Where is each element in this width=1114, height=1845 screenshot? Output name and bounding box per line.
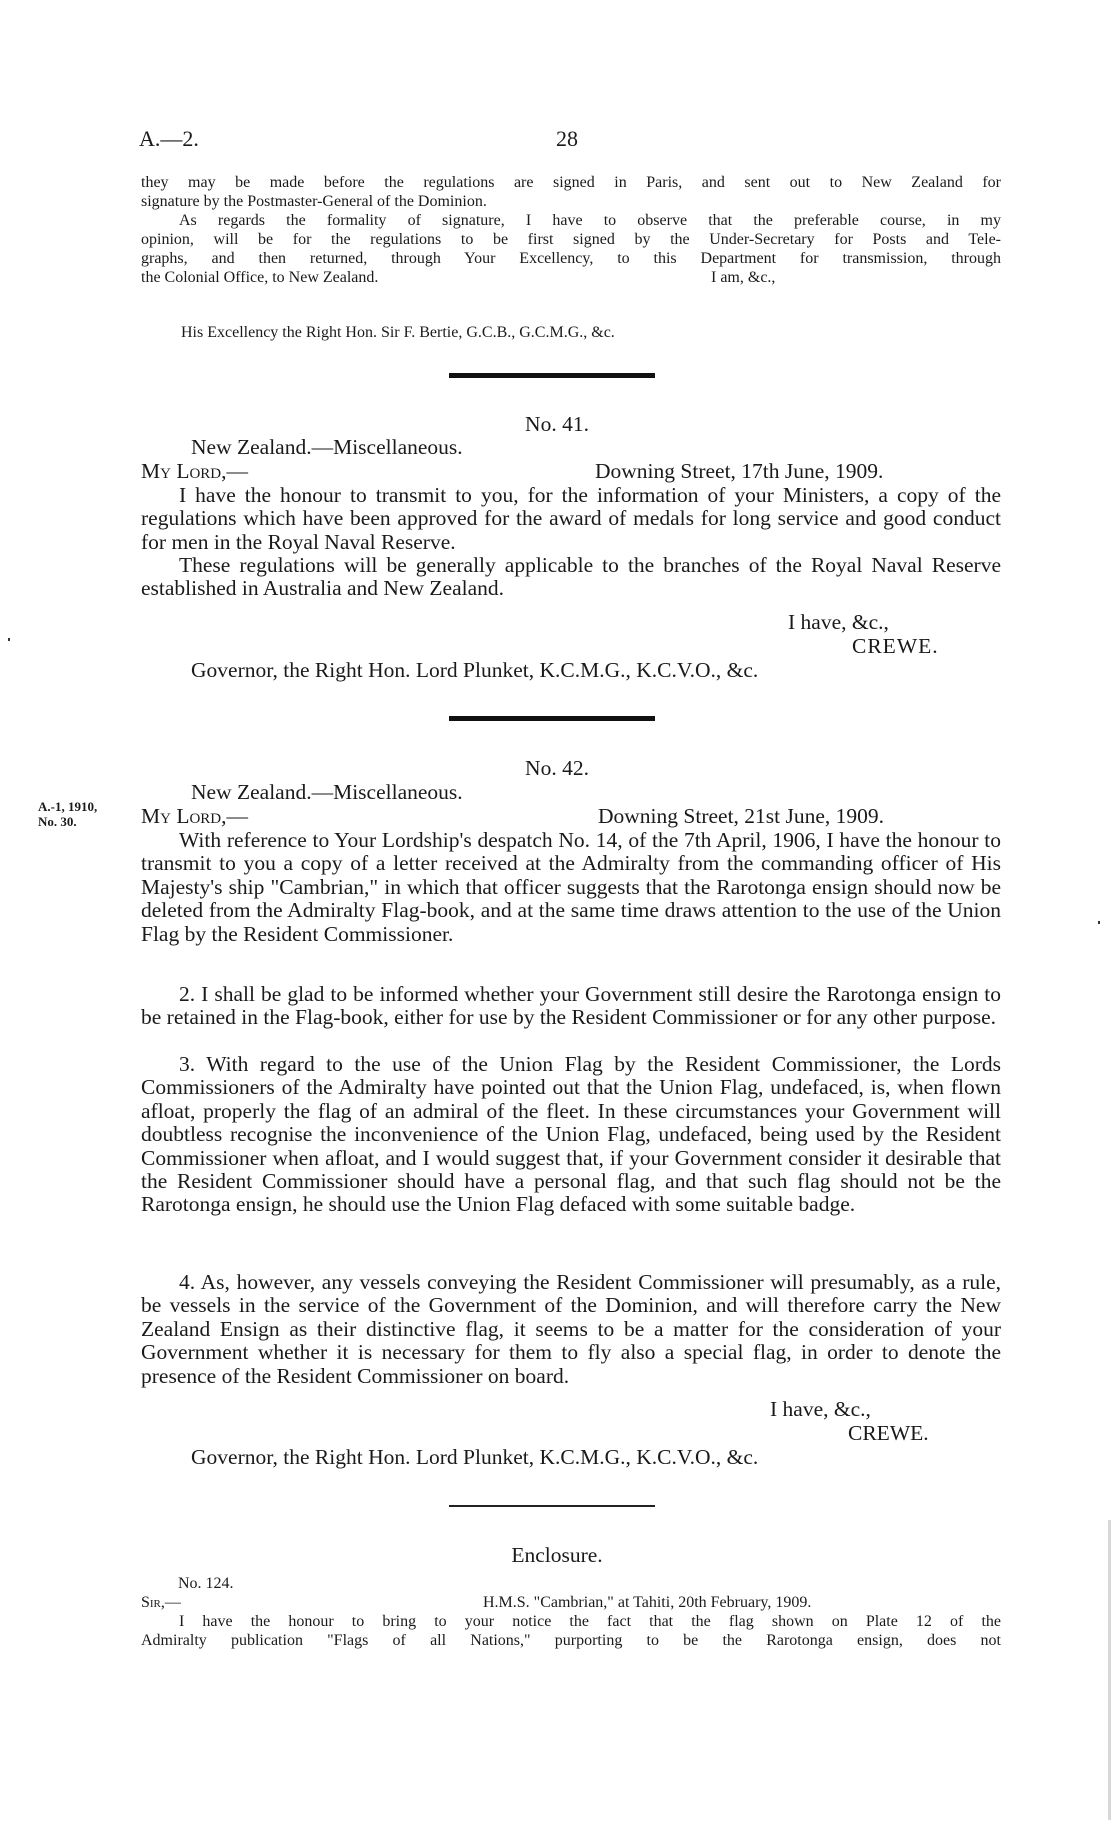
- paragraph-no42-4: 4. As, however, any vessels conveying the Resident Commissioner will presumably, as a rule, be vessels in the service of the Government of the Dominion, and will therefore carry the New Zealand Ensign as their distinctive flag, it seems to be a matter for the consideration of your Government whether it is necessary for them to fly also a special flag, in order to denote the presence of the Resident Commissioner on board.: [141, 1270, 1001, 1388]
- enclosure-number: No. 124.: [178, 1575, 234, 1592]
- closing: I am, &c.,: [711, 269, 776, 286]
- place-date-no41: Downing Street, 17th June, 1909.: [595, 459, 884, 483]
- section-title-no42: No. 42.: [525, 756, 589, 780]
- paragraph-no42-2: 2. I shall be glad to be informed whether your Government still desire the Rarotonga ensign to be retained in the Flag-book, either for use by the Resident Commissioner or for any other purpose.: [141, 982, 1001, 1030]
- closing-no41: I have, &c.,: [788, 610, 889, 634]
- salutation-no41: My Lord,—: [141, 459, 249, 483]
- paragraph-no41-1: I have the honour to transmit to you, for the information of your Ministers, a copy of the regulations which have been approved for the award of medals for long service and good conduct for men in the Royal Naval Reserve.: [141, 483, 1001, 554]
- closing-no42: I have, &c.,: [770, 1397, 871, 1421]
- text-line: graphs, and then returned, through Your Excellency, to this Department for transmission, through: [141, 250, 1001, 267]
- margin-reference-line: A.-1, 1910,: [38, 799, 98, 814]
- text-line: I have the honour to bring to your notice the fact that the flag shown on Plate 12 of the: [179, 1613, 1001, 1630]
- text-line: the Colonial Office, to New Zealand.: [141, 269, 379, 286]
- addressee-no41: Governor, the Right Hon. Lord Plunket, K.C.M.G., K.C.V.O., &c.: [191, 658, 759, 682]
- text-line: opinion, will be for the regulations to be first signed by the Under-Secretary for Posts and Tele-: [141, 231, 1001, 248]
- page-number: 28: [556, 126, 578, 151]
- margin-reference-line: No. 30.: [38, 814, 77, 829]
- text-line: signature by the Postmaster-General of the Dominion.: [141, 193, 487, 210]
- addressee-no42: Governor, the Right Hon. Lord Plunket, K.C.M.G., K.C.V.O., &c.: [191, 1445, 759, 1469]
- text-line: As regards the formality of signature, I have to observe that the preferable course, in my: [179, 212, 1001, 229]
- text-line: they may be made before the regulations are signed in Paris, and sent out to New Zealand for: [141, 174, 1001, 191]
- subject-no41: New Zealand.—Miscellaneous.: [191, 435, 463, 459]
- salutation-no42: My Lord,—: [141, 804, 249, 828]
- signature-no41: CREWE.: [852, 634, 939, 658]
- page-reference: A.—2.: [139, 126, 199, 151]
- addressee: His Excellency the Right Hon. Sir F. Bertie, G.C.B., G.C.M.G., &c.: [181, 324, 615, 341]
- section-divider: [449, 1505, 655, 1507]
- enclosure-place-date: H.M.S. "Cambrian," at Tahiti, 20th February, 1909.: [483, 1594, 812, 1611]
- paragraph-no41-2: These regulations will be generally applicable to the branches of the Royal Naval Reserve established in Australia and New Zealand.: [141, 553, 1001, 601]
- scan-speck: [1098, 921, 1100, 924]
- top-letter: [141, 173, 1001, 287]
- margin-reference: [38, 799, 97, 829]
- paragraph-no42-1: With reference to Your Lordship's despatch No. 14, of the 7th April, 1906, I have the honour to transmit to you a copy of a letter received at the Admiralty from the commanding officer of His Majesty's ship "Cambrian," in which that officer suggests that the Rarotonga ensign should now be deleted from the Admiralty Flag-book, and at the same time draws attention to the use of the Union Flag by the Resident Commissioner.: [141, 828, 1001, 946]
- enclosure-salutation: Sir,—: [141, 1594, 181, 1611]
- section-divider: [449, 716, 655, 721]
- enclosure-title: Enclosure.: [511, 1543, 603, 1567]
- place-date-no42: Downing Street, 21st June, 1909.: [598, 804, 885, 828]
- paragraph-no42-3: 3. With regard to the use of the Union Flag by the Resident Commissioner, the Lords Commissioners of the Admiralty have pointed out that the Union Flag, undefaced, is, when flown afloat, properly the flag of an admiral of the fleet. In these circumstances your Government will doubtless recognise the inconvenience of the Union Flag, undefaced, being used by the Resident Commissioner when afloat, and I would suggest that, if your Government consider it desirable that the Resident Commissioner should have a personal flag, and that such flag should not be the Rarotonga ensign, he should use the Union Flag defaced with some suitable badge.: [141, 1052, 1001, 1217]
- scan-speck: [8, 638, 10, 641]
- enclosure-body: [141, 1612, 1001, 1650]
- text-line: Admiralty publication "Flags of all Nations," purporting to be the Rarotonga ensign, does not: [141, 1632, 1001, 1649]
- subject-no42: New Zealand.—Miscellaneous.: [191, 780, 463, 804]
- signature-no42: CREWE.: [848, 1421, 929, 1445]
- section-title-no41: No. 41.: [525, 412, 589, 436]
- section-divider: [449, 373, 655, 378]
- scan-edge: [1108, 1520, 1111, 1820]
